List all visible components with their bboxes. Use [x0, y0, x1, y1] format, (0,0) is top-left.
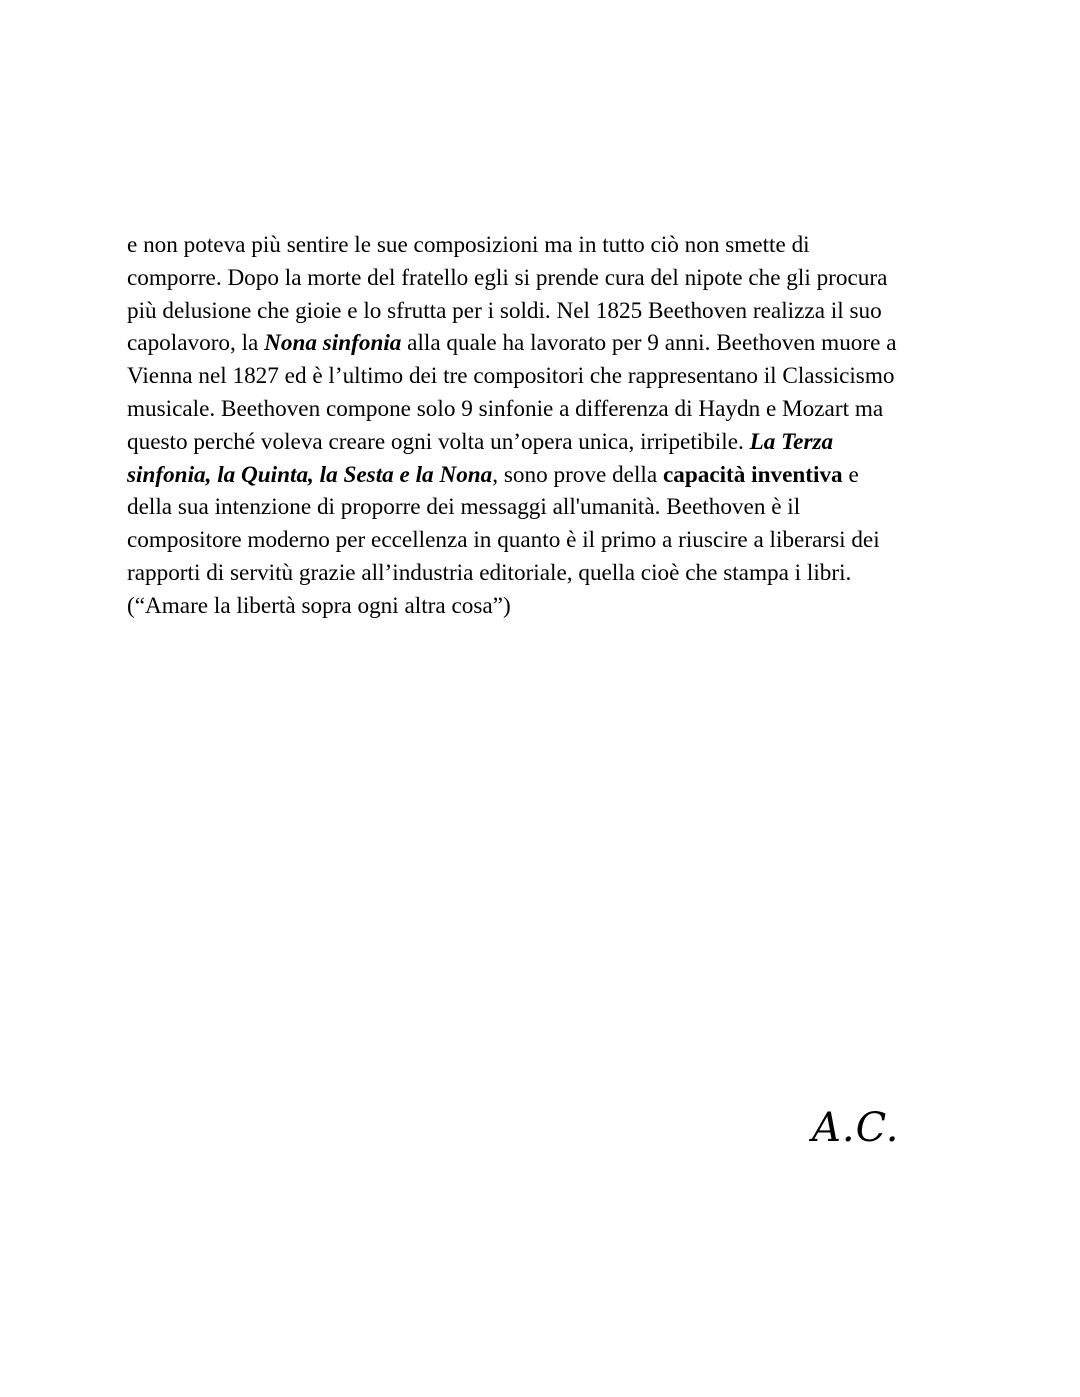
text-line: compositore moderno per eccellenza in quanto è il primo a riuscire a liberarsi dei [127, 527, 880, 554]
text-line: comporre. Dopo la morte del fratello egli si prende cura del nipote che gli procura [127, 264, 888, 291]
body-paragraph [127, 229, 967, 623]
text-line: della sua intenzione di proporre dei messaggi all'umanità. Beethoven è il [127, 494, 801, 521]
text-line: musicale. Beethoven compone solo 9 sinfonie a differenza di Haydn e Mozart ma [127, 395, 884, 422]
text-run: e [842, 461, 859, 488]
text-line [127, 327, 967, 360]
text-line: più delusione che gioie e lo sfrutta per i soldi. Nel 1825 Beethoven realizza il suo [127, 297, 882, 324]
emphasis-symphonies-list: sinfonia, la Quinta, la Sesta e la Nona [127, 461, 493, 488]
text-run: , sono prove della [492, 461, 663, 488]
emphasis-symphonies-list: La Terza [749, 428, 834, 455]
quote-line: (“Amare la libertà sopra ogni altra cosa”) [127, 592, 511, 619]
emphasis-capacita-inventiva: capacità inventiva [662, 461, 843, 488]
text-line [127, 459, 967, 492]
text-line [127, 426, 967, 459]
text-run: questo perché voleva creare ogni volta un’opera unica, irripetibile. [127, 428, 750, 455]
text-line: rapporti di servitù grazie all’industria editoriale, quella cioè che stampa i libri. [127, 559, 852, 586]
text-run: alla quale ha lavorato per 9 anni. Beethoven muore a [401, 330, 897, 357]
text-line: Vienna nel 1827 ed è l’ultimo dei tre compositori che rappresentano il Classicismo [127, 363, 895, 390]
text-run: capolavoro, la [127, 330, 265, 357]
emphasis-nona-sinfonia: Nona sinfonia [264, 330, 402, 357]
signature-initials: A.C. [812, 1105, 900, 1151]
text-line: e non poteva più sentire le sue composizioni ma in tutto ciò non smette di [127, 232, 810, 258]
